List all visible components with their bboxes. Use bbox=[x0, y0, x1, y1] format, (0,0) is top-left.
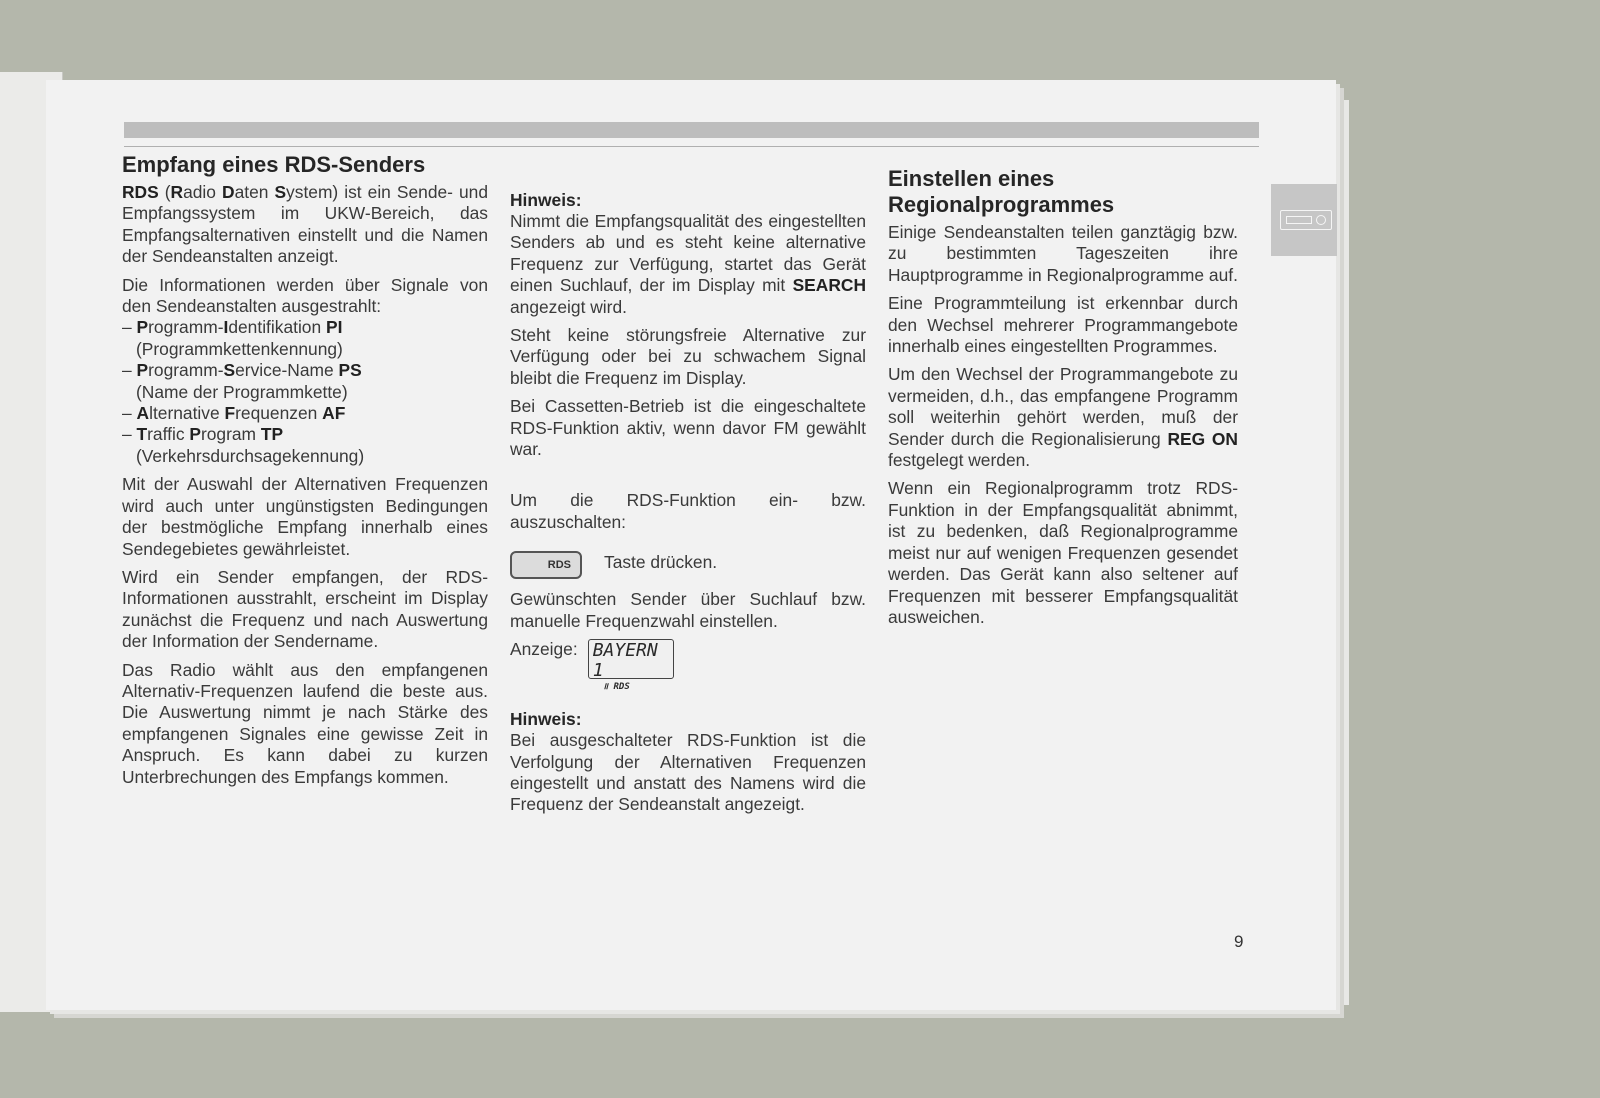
paragraph: Steht keine störungsfreie Alternative zur Verfügung oder bei zu schwachem Signal bleibt die Frequenz im Display. bbox=[510, 325, 866, 388]
paragraph: Einige Sendeanstalten teilen ganztägig bzw. zu bestimmten Tageszeiten ihre Hauptprogramme in Regionalprogramme auf. bbox=[888, 222, 1238, 285]
rds-features-list bbox=[122, 317, 488, 467]
paragraph: Eine Programmteilung ist erkennbar durch den Wechsel mehrerer Programmangebote innerhalb eines eingestellten Programmes. bbox=[888, 293, 1238, 357]
manual-page bbox=[46, 80, 1336, 1010]
lcd-rds-indicator: ॥ RDS bbox=[602, 682, 630, 693]
paragraph: Die Informationen werden über Signale von den Sendeanstalten ausgestrahlt: bbox=[122, 274, 488, 317]
side-tab bbox=[1271, 184, 1337, 256]
car-radio-icon bbox=[1280, 210, 1332, 230]
lcd-station-name: BAYERN 1 bbox=[592, 640, 658, 682]
section-heading-regional: Einstellen eines Regionalprogrammes bbox=[888, 166, 1115, 217]
paragraph: Wird ein Sender empfangen, der RDS-Informationen ausstrahlt, erscheint im Display zunächst die Frequenz und nach Auswertung der Information der Sendername. bbox=[122, 566, 488, 652]
note-heading: Hinweis: bbox=[510, 709, 582, 730]
section-heading-rds: Empfang eines RDS-Senders bbox=[122, 152, 426, 177]
page-number: 9 bbox=[1234, 932, 1244, 951]
rds-key-label: RDS bbox=[547, 558, 571, 571]
key-instruction: Taste drücken. bbox=[604, 552, 718, 573]
display-label: Anzeige: bbox=[510, 639, 578, 660]
paragraph: Gewünschten Sender über Suchlauf bzw. manuelle Frequenzwahl einstellen. bbox=[510, 589, 866, 631]
paragraph: Wenn ein Regionalprogramm trotz RDS-Funktion in der Empfangsqualität abnimmt, ist zu bedenken, daß Regionalprogramme meist nur auf wenigen Frequenzen gesendet werden. Das Gerät kann also seltener auf Frequenzen mit besserer Empfangsqualität ausweichen. bbox=[888, 478, 1238, 627]
lcd-display-icon bbox=[588, 639, 674, 693]
column-regional bbox=[888, 166, 1238, 635]
paragraph: Bei Cassetten-Betrieb ist die eingeschaltete RDS-Funktion aktiv, wenn davor FM gewählt war. bbox=[510, 396, 866, 460]
paragraph: Um die RDS-Funktion ein- bzw. auszuschalten: bbox=[510, 490, 866, 532]
rds-key-row bbox=[510, 551, 866, 579]
note-paragraph: Bei ausgeschalteter RDS-Funktion ist die Verfolgung der Alternativen Frequenzen eingestellt und anstatt des Namens wird die Frequenz der Sendeanstalt angezeigt. bbox=[510, 730, 866, 815]
page-stack-edge bbox=[1336, 100, 1349, 1005]
note-paragraph: Nimmt die Empfangsqualität des eingestellten Senders ab und es steht keine alternative Frequenz zur Verfügung, startet das Gerät einen Suchlauf, der im Display mit SEARCH angezeigt wird. bbox=[510, 211, 866, 317]
paragraph: Mit der Auswahl der Alternativen Frequenzen wird auch unter ungünstigsten Bedingungen der bestmögliche Empfang innerhalb eines Sendegebietes gewährleistet. bbox=[122, 474, 488, 559]
list-item: – Programm-Identifikation PI (Programmkettenkennung) bbox=[122, 317, 343, 359]
header-bar bbox=[124, 122, 1259, 138]
note-heading: Hinweis: bbox=[510, 190, 582, 210]
display-example bbox=[510, 639, 866, 693]
header-rule bbox=[124, 146, 1259, 147]
list-item: – Programm-Service-Name PS (Name der Programmkette) bbox=[122, 360, 362, 402]
column-notes bbox=[510, 190, 866, 823]
list-item: – Traffic Program TP (Verkehrsdurchsagekennung) bbox=[122, 424, 365, 466]
paragraph: Um den Wechsel der Programmangebote zu vermeiden, d.h., das empfangene Programm soll weiterhin gehört werden, muß der Sender durch die Regionalisierung REG ON festgelegt werden. bbox=[888, 364, 1238, 471]
intro-paragraph: RDS (Radio Daten System) ist ein Sende- und Empfangssystem im UKW-Bereich, das Empfangsalternativen einstellt und die Namen der Sendeanstalten anzeigt. bbox=[122, 182, 488, 267]
rds-key-icon bbox=[510, 551, 582, 579]
list-item: – Alternative Frequenzen AF bbox=[122, 403, 346, 424]
paragraph: Das Radio wählt aus den empfangenen Alternativ-Frequenzen laufend die beste aus. Die Auswertung nimmt je nach Stärke des empfangenen Signales eine gewisse Zeit in Anspruch. Es kann dabei zu kurzen Unterbrechungen des Empfangs kommen. bbox=[122, 659, 488, 787]
column-rds-reception bbox=[122, 152, 488, 795]
